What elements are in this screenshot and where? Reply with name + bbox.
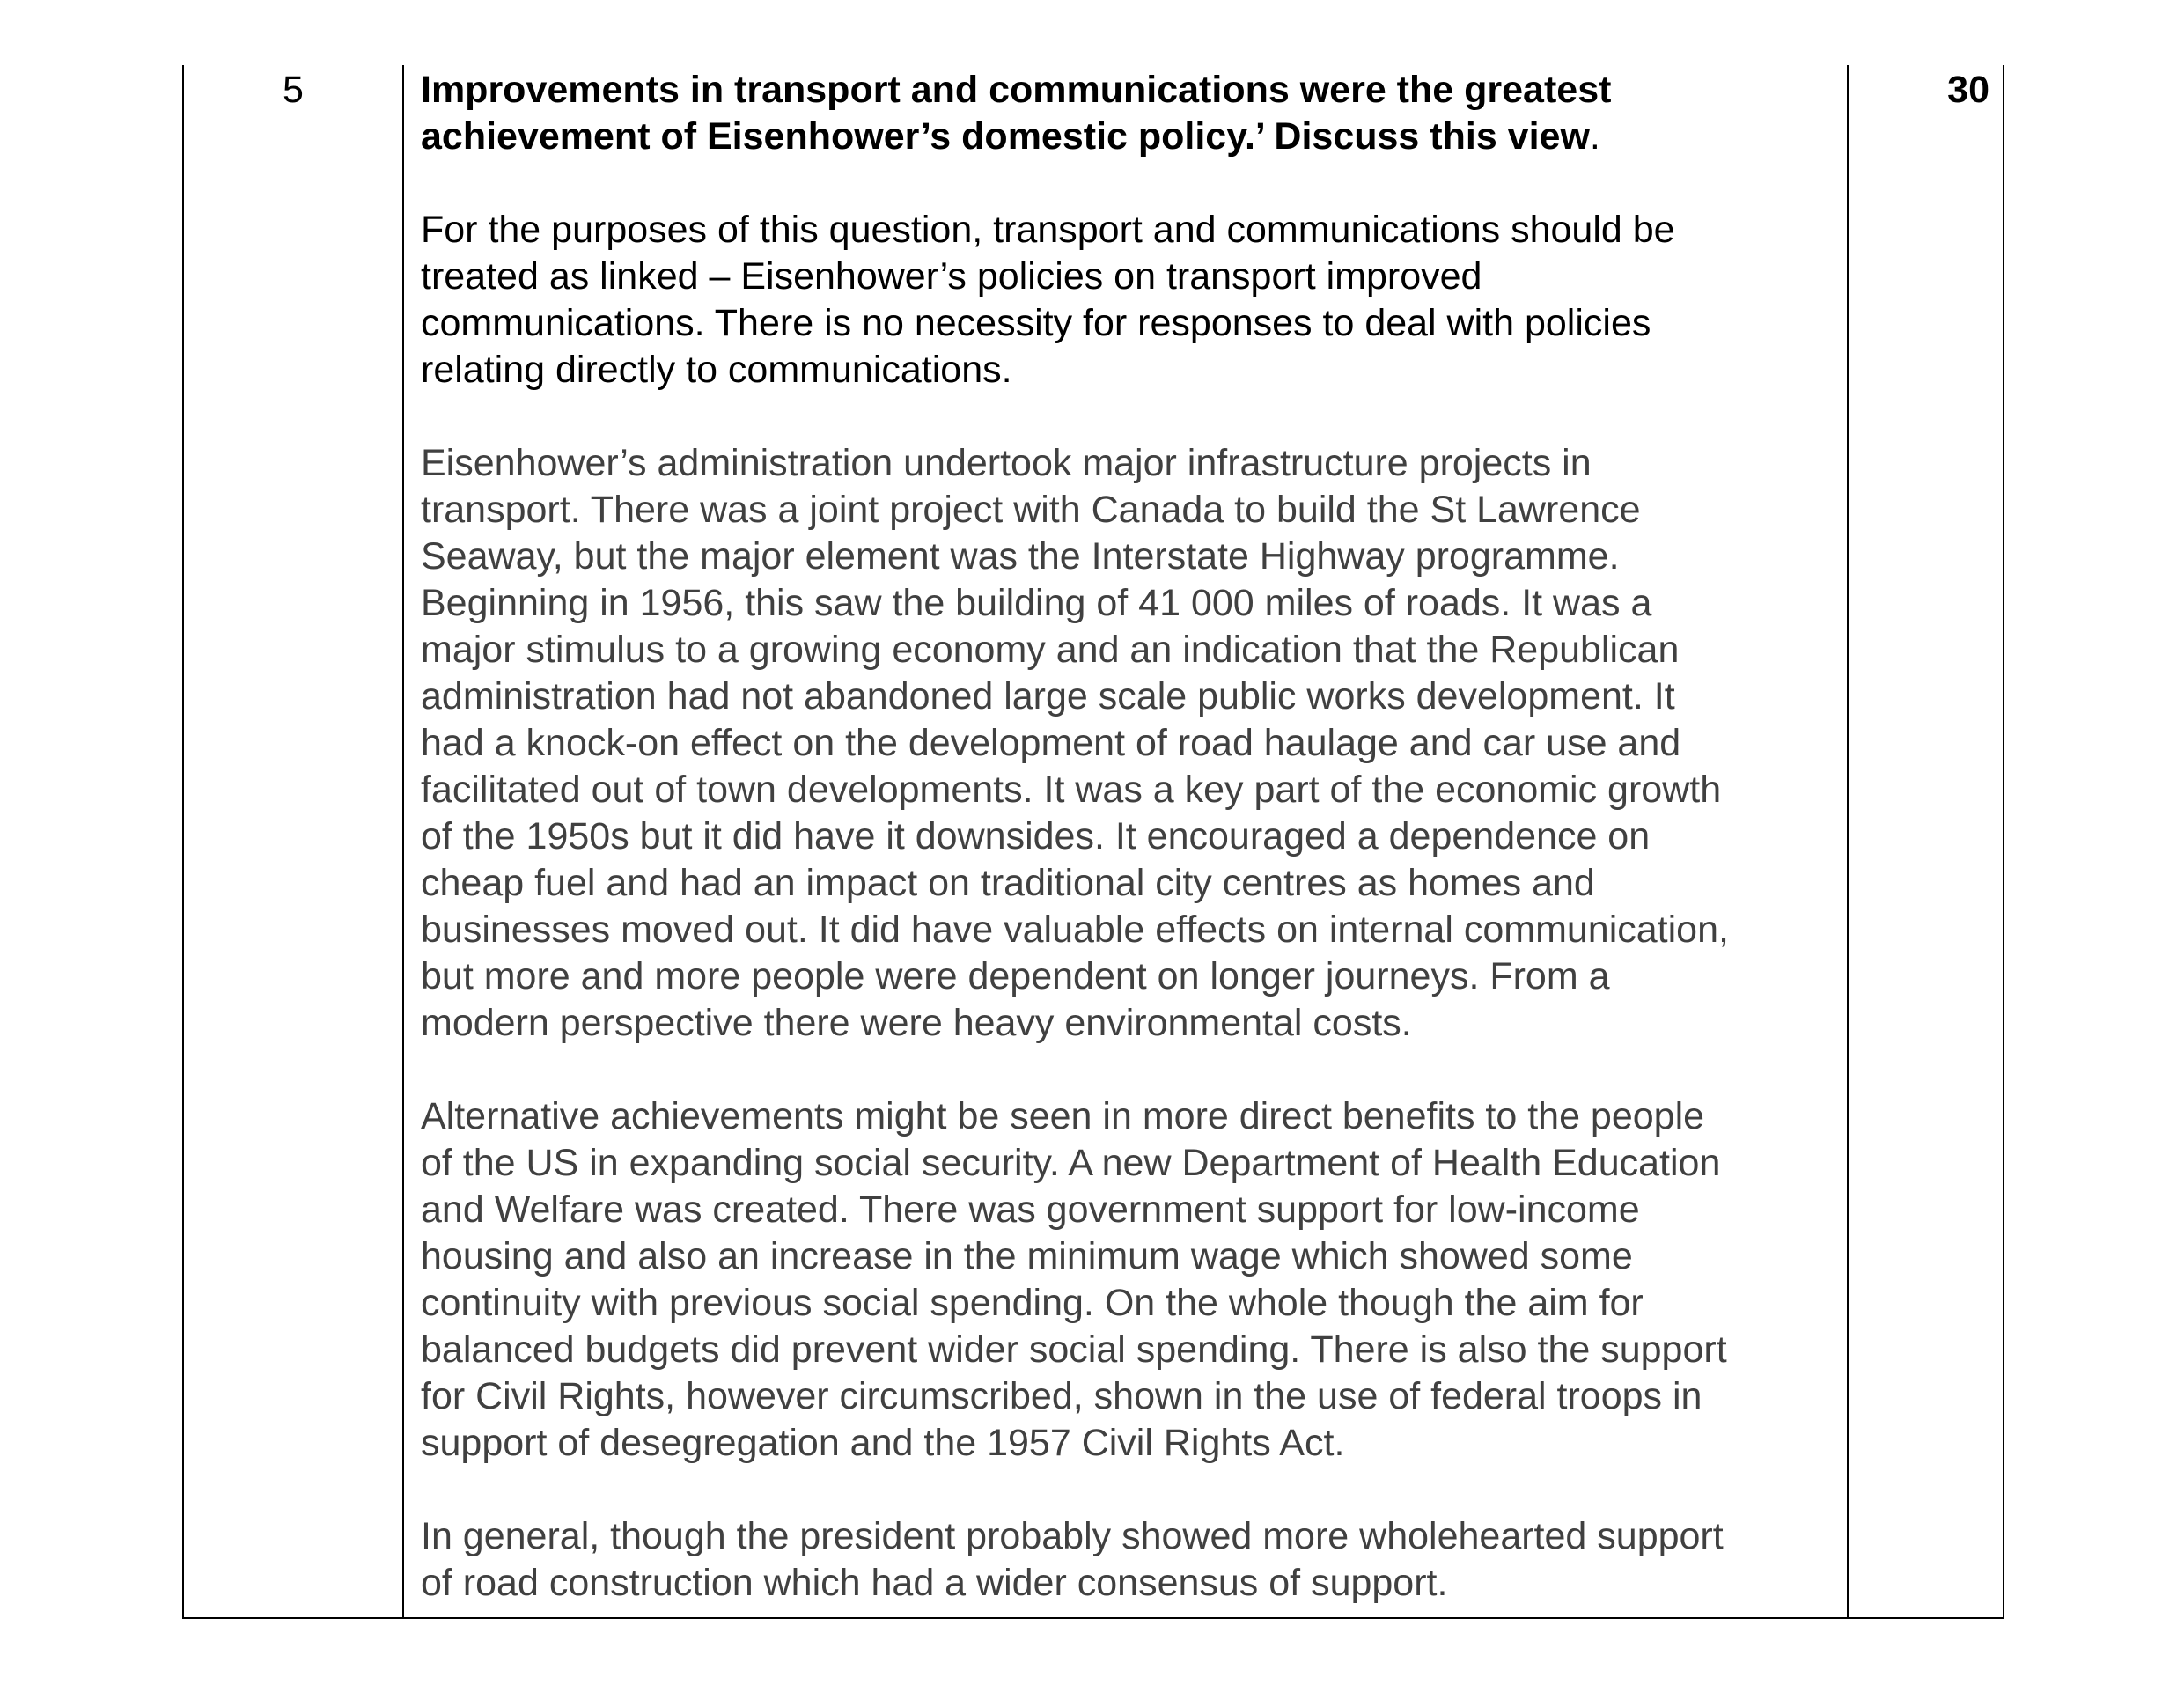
- table-right-border: [2003, 65, 2004, 1618]
- paragraph-line: continuity with previous social spending. On the whole though the aim for: [421, 1282, 1644, 1324]
- paragraph-line: Alternative achievements might be seen in more direct benefits to the people: [421, 1095, 1705, 1137]
- paragraph-line: Seaway, but the major element was the Interstate Highway programme.: [421, 535, 1620, 578]
- paragraph-line: of the 1950s but it did have it downsides. It encouraged a dependence on: [421, 815, 1651, 857]
- question-number: 5: [283, 69, 304, 111]
- question-text: [421, 67, 1829, 160]
- paragraph-line: had a knock-on effect on the development of road haulage and car use and: [421, 722, 1681, 764]
- paragraph-line: Beginning in 1956, this saw the building of 41 000 miles of roads. It was a: [421, 582, 1652, 624]
- question-end-punct: .: [1589, 115, 1600, 158]
- question-line: Improvements in transport and communications were the greatest: [421, 69, 1612, 111]
- intro-line: communications. There is no necessity for responses to deal with policies: [421, 302, 1651, 344]
- paragraph-conclusion: [421, 1513, 1829, 1607]
- paragraph-line: administration had not abandoned large scale public works development. It: [421, 675, 1675, 717]
- intro-line: treated as linked – Eisenhower’s policies on transport improved: [421, 255, 1482, 298]
- paragraph-alternatives: [421, 1093, 1829, 1467]
- paragraph-line: transport. There was a joint project with Canada to build the St Lawrence: [421, 489, 1641, 531]
- paragraph-line: support of desegregation and the 1957 Civil Rights Act.: [421, 1422, 1345, 1464]
- paragraph-line: businesses moved out. It did have valuable effects on internal communication,: [421, 909, 1729, 951]
- paragraph-line: In general, though the president probably showed more wholehearted support: [421, 1515, 1724, 1557]
- marks-value: 30: [1947, 69, 1989, 111]
- table-column-divider-2: [1847, 65, 1849, 1618]
- table-left-border: [182, 65, 184, 1618]
- paragraph-transport: [421, 440, 1829, 1047]
- paragraph-line: and Welfare was created. There was government support for low-income: [421, 1188, 1640, 1231]
- paragraph-line: but more and more people were dependent on longer journeys. From a: [421, 955, 1610, 997]
- table-column-divider-1: [402, 65, 404, 1618]
- paragraph-line: of road construction which had a wider consensus of support.: [421, 1562, 1448, 1604]
- paragraph-line: facilitated out of town developments. It was a key part of the economic growth: [421, 769, 1722, 811]
- paragraph-line: Eisenhower’s administration undertook major infrastructure projects in: [421, 442, 1592, 484]
- intro-line: relating directly to communications.: [421, 349, 1012, 391]
- answer-guidance: [421, 67, 1829, 1607]
- table-bottom-border: [182, 1617, 2004, 1619]
- intro-paragraph: [421, 207, 1829, 394]
- paragraph-line: balanced budgets did prevent wider social spending. There is also the support: [421, 1328, 1727, 1371]
- paragraph-line: of the US in expanding social security. A new Department of Health Education: [421, 1142, 1721, 1184]
- question-line: achievement of Eisenhower’s domestic policy.’ Discuss this view.: [421, 115, 1600, 158]
- paragraph-line: housing and also an increase in the minimum wage which showed some: [421, 1235, 1633, 1277]
- intro-line: For the purposes of this question, transport and communications should be: [421, 209, 1675, 251]
- paragraph-line: for Civil Rights, however circumscribed, shown in the use of federal troops in: [421, 1375, 1702, 1417]
- paragraph-line: major stimulus to a growing economy and an indication that the Republican: [421, 629, 1680, 671]
- paragraph-line: cheap fuel and had an impact on traditional city centres as homes and: [421, 862, 1595, 904]
- paragraph-line: modern perspective there were heavy environmental costs.: [421, 1002, 1412, 1044]
